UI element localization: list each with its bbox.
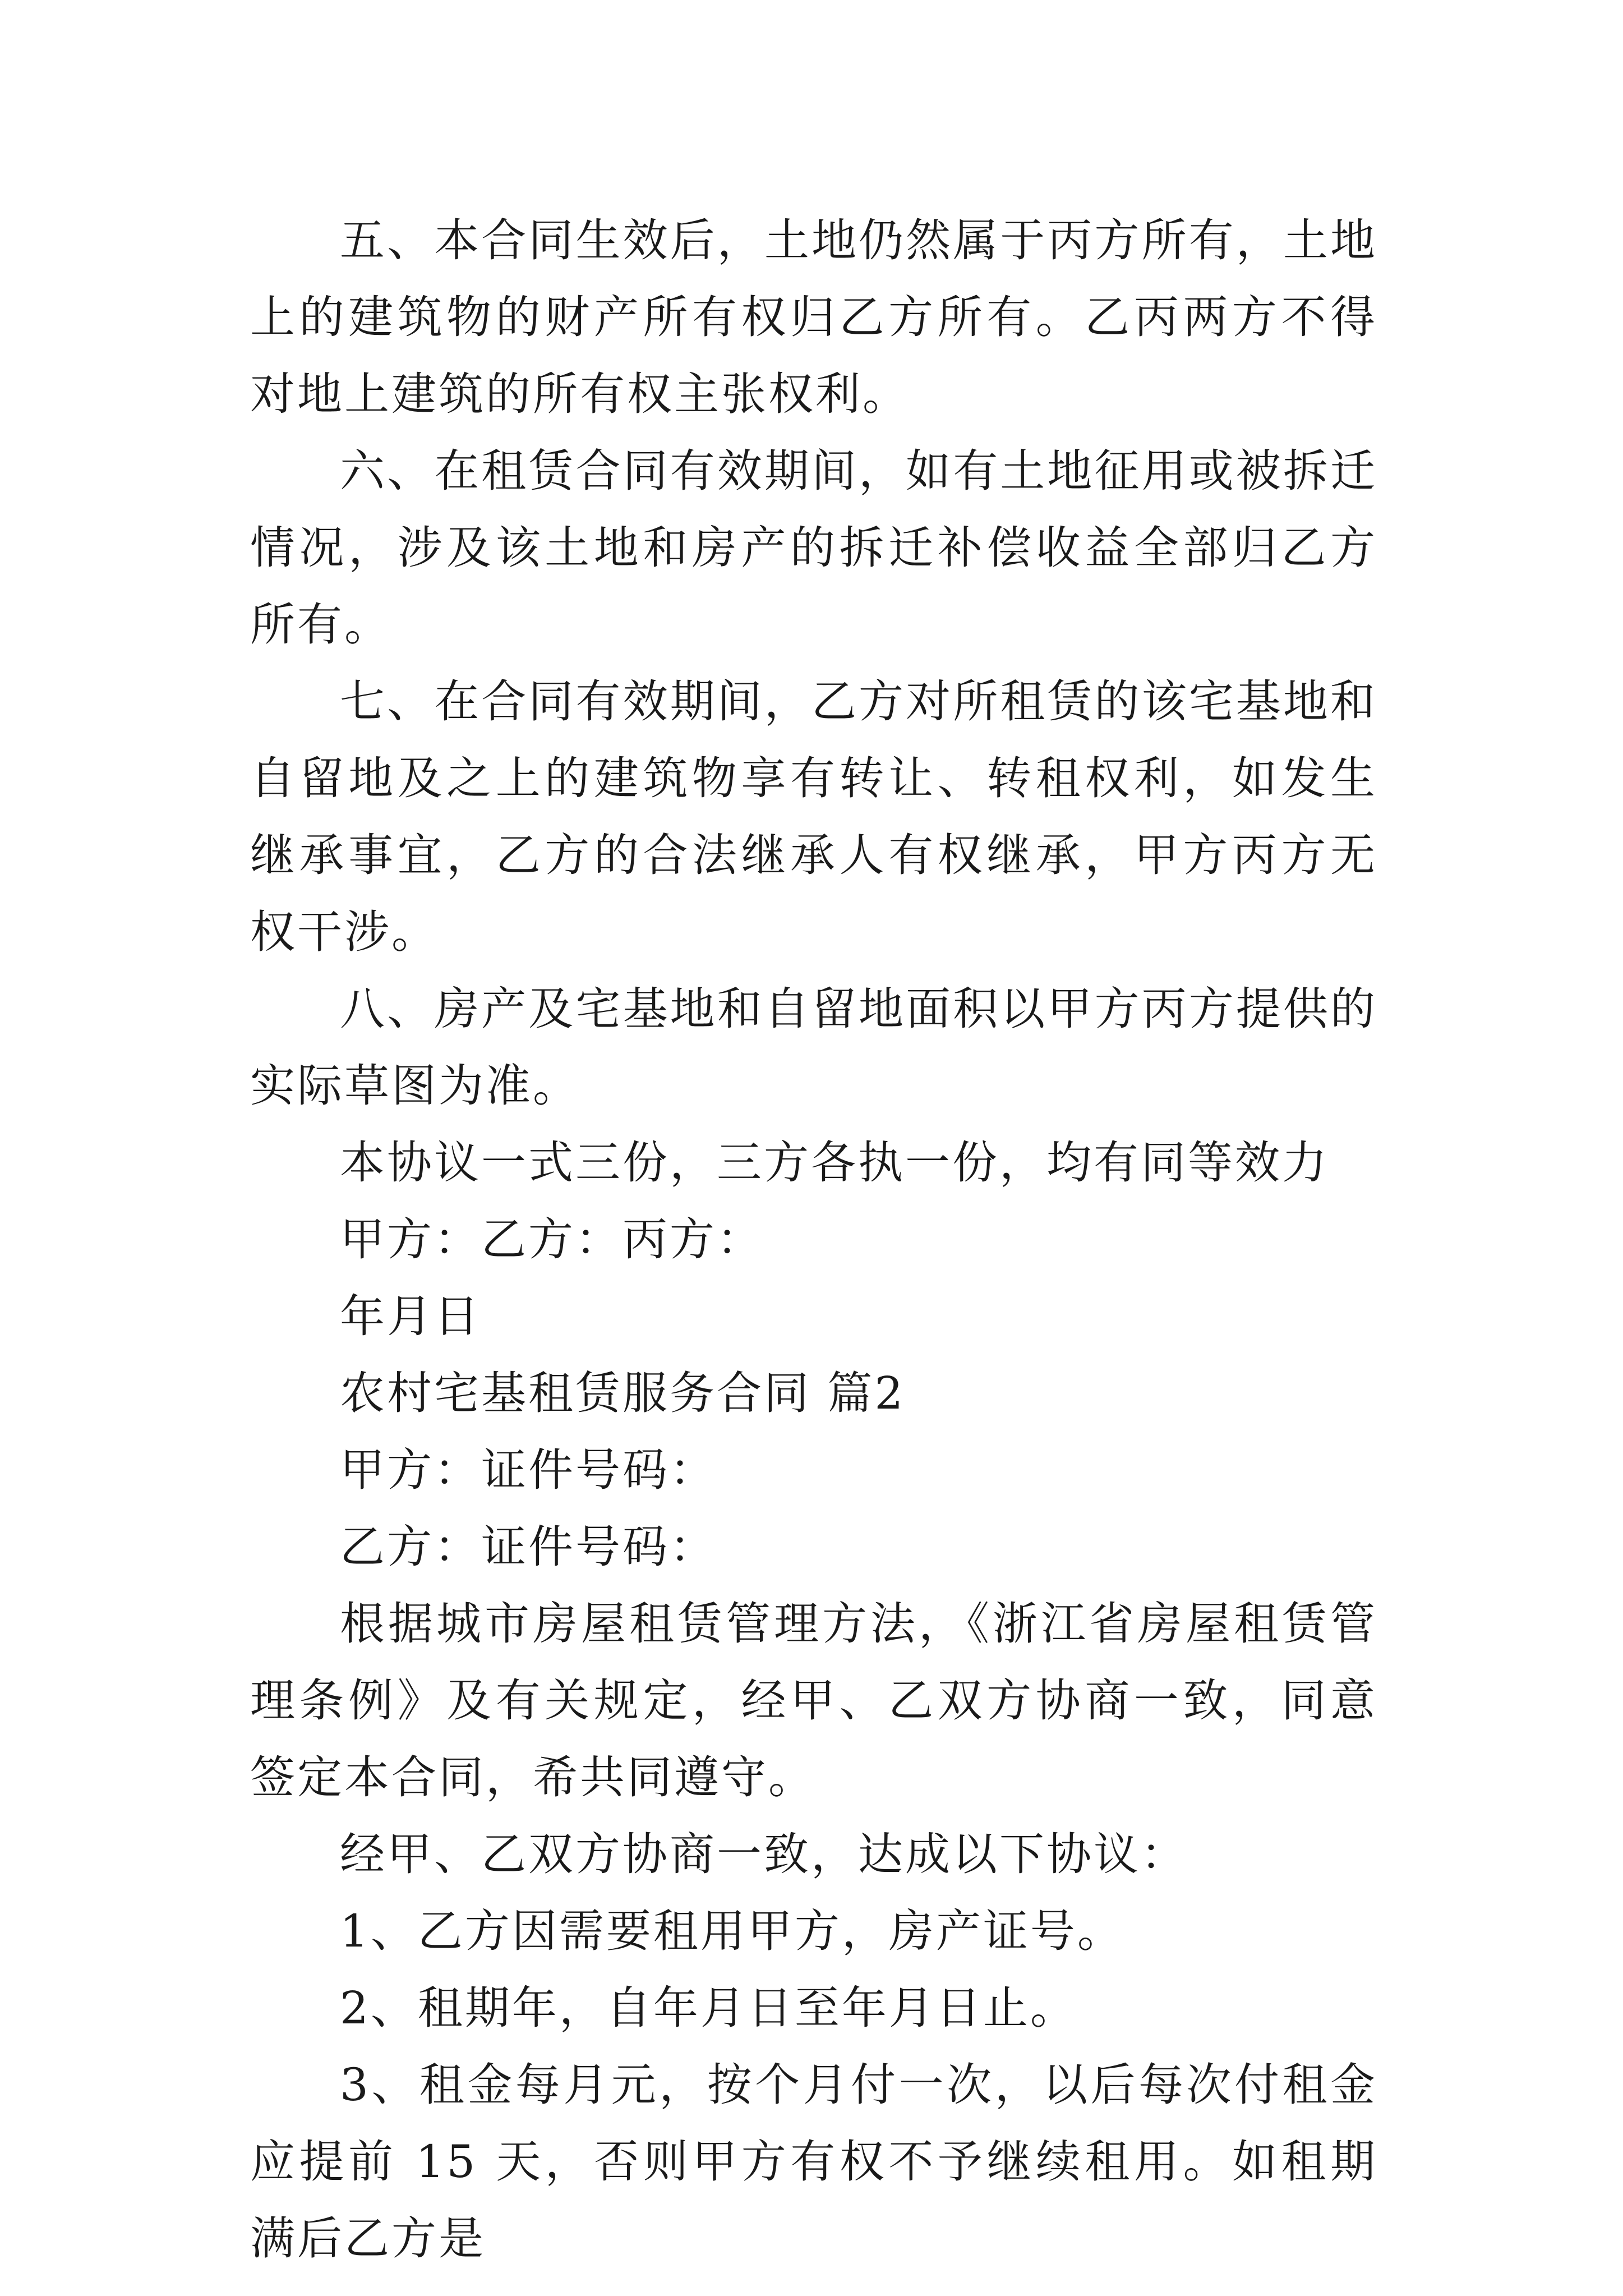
- document-body: [250, 202, 1377, 2277]
- paragraph-7-transfer-rights: 七、在合同有效期间，乙方对所租赁的该宅基地和自留地及之上的建筑物享有转让、转租权利，如发生继承事宜，乙方的合法继承人有权继承，甲方丙方无权干涉。: [250, 675, 1377, 958]
- signature-parties: 甲方：乙方：丙方：: [340, 1213, 764, 1266]
- preamble: 根据城市房屋租赁管理方法，《浙江省房屋租赁管理条例》及有关规定，经甲、乙双方协商一致，同意签定本合同，希共同遵守。: [250, 1598, 1377, 1803]
- agreement-intro: 经甲、乙双方协商一致，达成以下协议：: [340, 1828, 1188, 1880]
- clause-3: 3、租金每月元，按个月付一次，以后每次付租金应提前 15 天，否则甲方有权不予继续租用。如租期满后乙方是: [250, 2059, 1377, 2265]
- party-b-id: 乙方：证件号码：: [340, 1521, 717, 1573]
- signature-date: 年月日: [340, 1290, 481, 1342]
- paragraph-6-demolition: 六、在租赁合同有效期间，如有土地征用或被拆迁情况，涉及该土地和房产的拆迁补偿收益全部归乙方所有。: [250, 445, 1377, 651]
- paragraph-8-area: 八、房产及宅基地和自留地面积以甲方丙方提供的实际草图为准。: [250, 983, 1377, 1112]
- clause-2: 2、租期年，自年月日至年月日止。: [340, 1982, 1077, 2034]
- section-title: 农村宅基租赁服务合同 篇2: [340, 1367, 906, 1419]
- paragraph-5-land-ownership: 五、本合同生效后，土地仍然属于丙方所有，土地上的建筑物的财产所有权归乙方所有。乙丙两方不得对地上建筑的所有权主张权利。: [250, 214, 1377, 420]
- party-a-id: 甲方：证件号码：: [340, 1444, 717, 1496]
- clause-1: 1、乙方因需要租用甲方，房产证号。: [340, 1905, 1124, 1957]
- copies-clause: 本协议一式三份，三方各执一份，均有同等效力: [340, 1137, 1329, 1189]
